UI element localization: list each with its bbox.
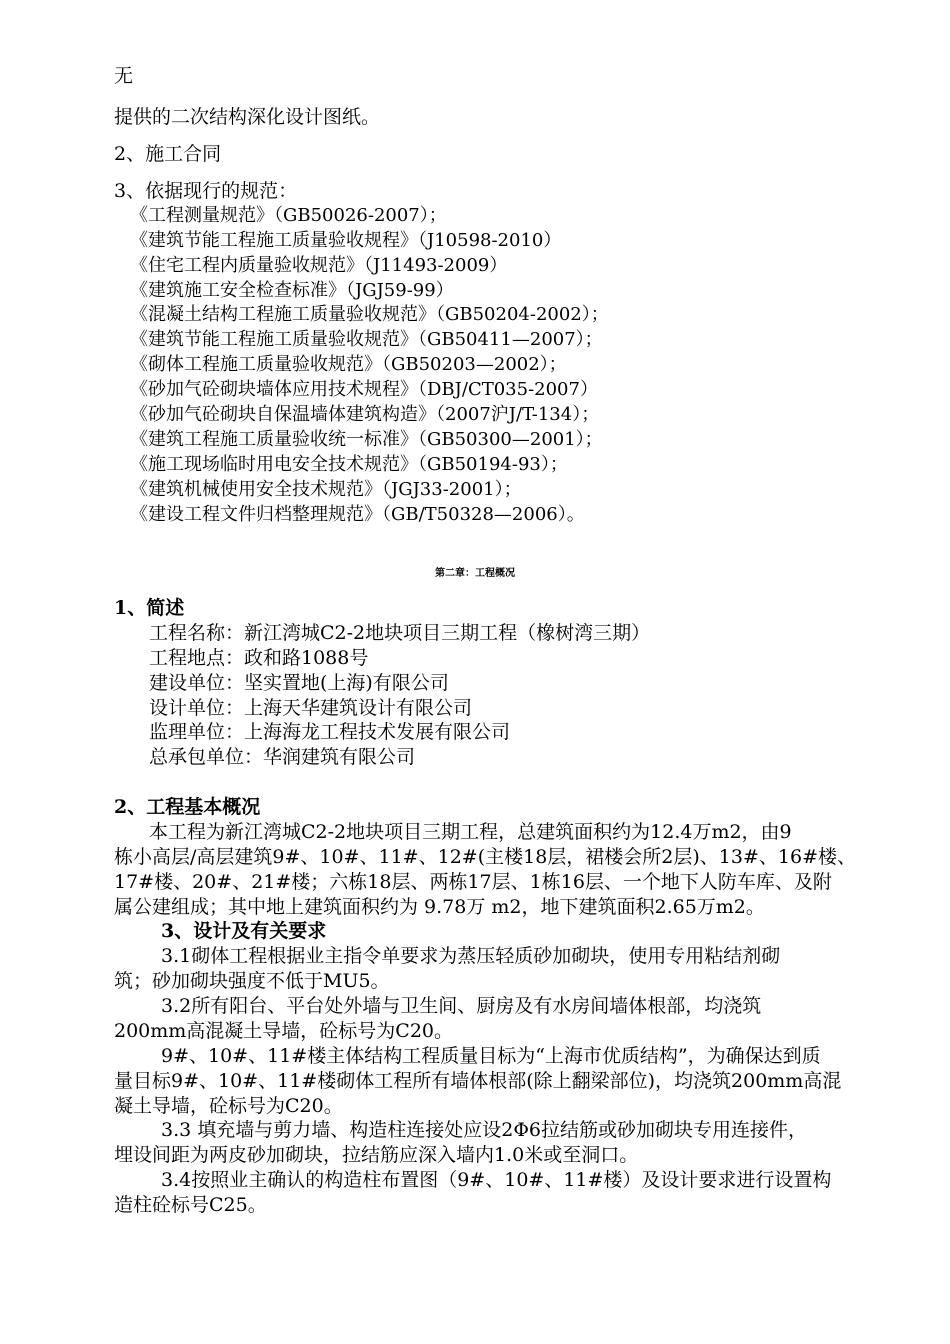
section-heading-design: 3、设计及有关要求 [161, 920, 327, 942]
standard-item: 《建筑施工安全检查标准》（JGJ59-99） [130, 280, 454, 301]
standard-item: 《砌体工程施工质量验收规范》（GB50203—2002）； [130, 354, 567, 375]
standard-item: 《砂加气砼砌块自保温墙体建筑构造》（2007沪J/T-134）； [130, 404, 600, 425]
standard-item: 《施工现场临时用电安全技术规范》（GB50194-93）； [130, 454, 568, 475]
chapter-title: 第二章：工程概况 [435, 568, 515, 579]
standard-item: 《工程测量规范》（GB50026-2007）； [130, 205, 447, 226]
intro-line: 提供的二次结构深化设计图纸。 [114, 106, 381, 128]
overview-line: 设计单位：上海天华建筑设计有限公司 [149, 697, 473, 719]
overview-line: 总承包单位：华润建筑有限公司 [149, 746, 416, 768]
paragraph-line: 3.3 填充墙与剪力墙、构造柱连接处应设2Φ6拉结筋或砂加砌块专用连接件， [161, 1119, 808, 1141]
standard-item: 《混凝土结构工程施工质量验收规范》（GB50204-2002）； [130, 304, 609, 325]
section-heading-summary: 1、简述 [114, 597, 185, 619]
standard-item: 《建筑工程施工质量验收统一标准》（GB50300—2001）； [130, 429, 603, 450]
paragraph-line: 200mm高混凝土导墙，砼标号为C20。 [114, 1020, 454, 1042]
section-heading-basic: 2、工程基本概况 [114, 796, 261, 818]
paragraph-line: 17#楼、20#、21#楼；六栋18层、两栋17层、1栋16层、一个地下人防车库、及附 [114, 871, 832, 893]
overview-line: 工程地点：政和路1088号 [149, 647, 369, 669]
standard-item: 《建筑机械使用安全技术规范》（JGJ33-2001）； [130, 479, 522, 500]
standard-item: 《住宅工程内质量验收规范》（J11493-2009） [130, 255, 508, 276]
paragraph-line: 造柱砼标号C25。 [114, 1194, 267, 1216]
list-item-contract: 2、施工合同 [114, 143, 222, 165]
paragraph-line: 凝土导墙，砼标号为C20。 [114, 1095, 343, 1117]
paragraph-line: 9#、10#、11#楼主体结构工程质量目标为“上海市优质结构”，为确保达到质 [161, 1045, 821, 1067]
header-mark: 无 [114, 65, 134, 87]
overview-line: 监理单位：上海海龙工程技术发展有限公司 [149, 721, 511, 743]
paragraph-line: 埋设间距为两皮砂加砌块，拉结筋应深入墙内1.0米或至洞口。 [114, 1144, 639, 1166]
standard-item: 《建筑节能工程施工质量验收规程》（J10598-2010） [130, 230, 562, 251]
paragraph-line: 属公建组成；其中地上建筑面积约为 9.78万 m2，地下建筑面积2.65万m2。 [114, 896, 765, 918]
list-item-standards-heading: 3、依据现行的规范： [114, 180, 298, 202]
standard-item: 《建设工程文件归档整理规范》（GB/T50328—2006）。 [130, 504, 585, 525]
standard-item: 《建筑节能工程施工质量验收规范》（GB50411—2007）； [130, 329, 603, 350]
overview-line: 建设单位：坚实置地(上海)有限公司 [149, 672, 449, 694]
paragraph-line: 3.1砌体工程根据业主指令单要求为蒸压轻质砂加砌块，使用专用粘结剂砌 [161, 945, 781, 967]
paragraph-line: 筑；砂加砌块强度不低于MU5。 [114, 970, 390, 992]
overview-line: 工程名称：新江湾城C2-2地块项目三期工程（橡树湾三期） [149, 622, 651, 644]
paragraph-line: 3.4按照业主确认的构造柱布置图（9#、10#、11#楼）及设计要求进行设置构 [161, 1169, 832, 1191]
paragraph-line: 本工程为新江湾城C2-2地块项目三期工程，总建筑面积约为12.4万m2，由9 [149, 821, 792, 843]
paragraph-line: 栋小高层/高层建筑9#、10#、11#、12#(主楼18层，裙楼会所2层)、13#、16#楼、 [114, 846, 856, 868]
paragraph-line: 3.2所有阳台、平台处外墙与卫生间、厨房及有水房间墙体根部，均浇筑 [161, 995, 762, 1017]
standard-item: 《砂加气砼砌块墙体应用技术规程》（DBJ/CT035-2007） [130, 379, 598, 400]
paragraph-line: 量目标9#、10#、11#楼砌体工程所有墙体根部(除上翻梁部位)，均浇筑200mm高混 [114, 1070, 842, 1092]
